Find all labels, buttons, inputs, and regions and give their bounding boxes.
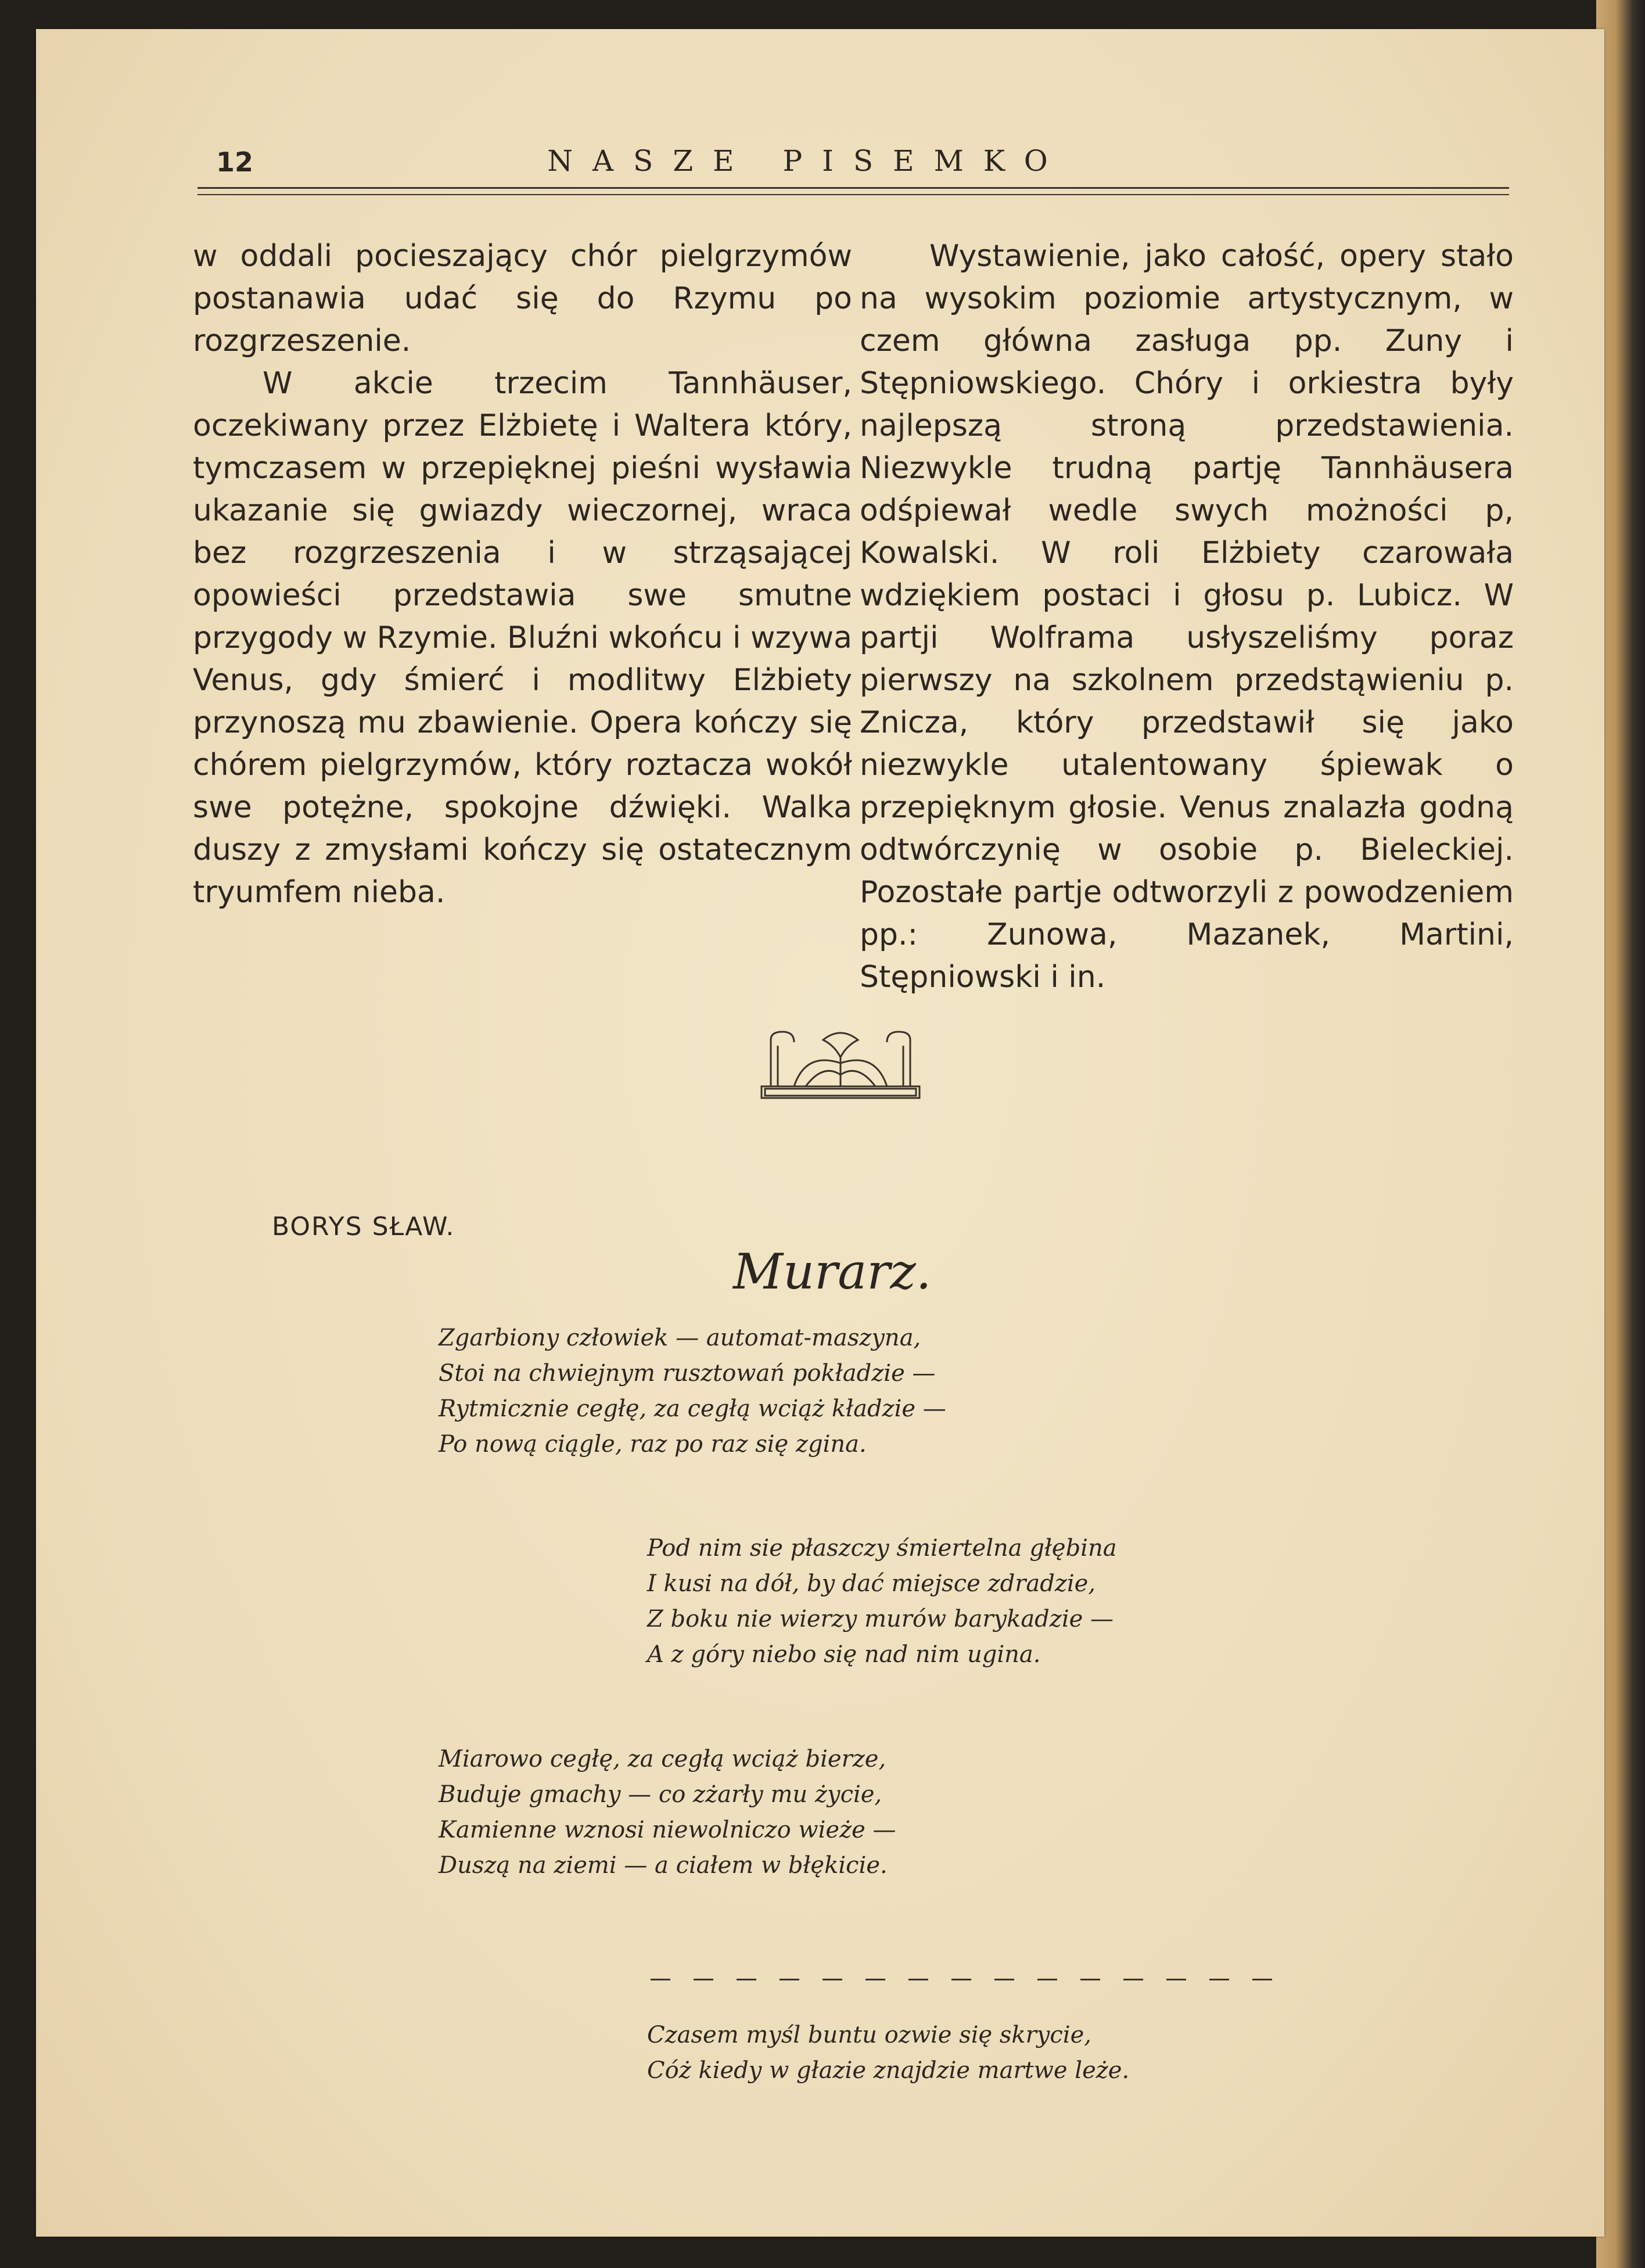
poem-line: Stoi na chwiejnym rusztowań pokładzie — — [439, 1360, 936, 1387]
poem-line: Rytmicznie cegłę, za cegłą wciąż kładzie — — [439, 1395, 946, 1422]
poem-line: Z boku nie wierzy murów barykadzie — — [647, 1606, 1114, 1632]
poem-line: Buduje gmachy — co zżarły mu życie, — [439, 1781, 882, 1808]
poem-stanza — [647, 1531, 1117, 1673]
dashed-separator — [651, 1979, 1278, 1980]
article-paragraph: Wystawienie, jako całość, opery stało na wysokim poziomie artystycznym, w czem główna zasługa pp. Zuny i Stępniowskiego. Chóry i orkiestra były najlepszą stroną przedstawienia. Niezwykle trudną partję Tannhäusera odśpiewał wedle swych możności p, Kowalski. W roli Elżbiety czarowała wdziękiem postaci i głosu p. Lubicz. W partji Wolframa usłyszeliśmy poraz pierwszy na szkolnem przedstąwieniu p. Znicza, który przedstawił się jako niezwykle utalentowany śpiewak o przepięknym głosie. Venus znalazła godną odtwórczynię w osobie p. Bieleckiej. Pozostałe partje odtworzyli z powodzeniem pp.: Zunowa, Mazanek, Martini, Stępniowski i in. — [860, 239, 1514, 995]
article-column-right — [860, 235, 1514, 999]
magazine-page — [36, 29, 1604, 2237]
article-paragraph: w oddali pocieszający chór pielgrzymów postanawia udać się do Rzymu po rozgrzeszenie. — [193, 239, 852, 358]
poem-line: A z góry niebo się nad nim ugina. — [647, 1641, 1041, 1668]
poem-author: BORYS SŁAW. — [272, 1212, 455, 1241]
article-column-left — [193, 235, 852, 914]
poem-line: Miarowo cegłę, za cegłą wciąż bierze, — [439, 1746, 886, 1772]
poem-line: Po nową ciągle, raz po raz się zgina. — [439, 1431, 867, 1458]
poem-line: Pod nim sie płaszczy śmiertelna głębina — [647, 1535, 1117, 1562]
poem-line: Cóż kiedy w głazie znajdzie martwe leże. — [647, 2057, 1130, 2084]
header-rule — [197, 187, 1509, 189]
poem-stanza — [439, 1320, 946, 1462]
page-header — [163, 134, 1475, 186]
poem-line: Kamienne wznosi niewolniczo wieże — — [439, 1817, 896, 1843]
poem-line: Zgarbiony człowiek — automat-maszyna, — [439, 1325, 921, 1351]
poem-stanza — [647, 2018, 1129, 2088]
page-number: 12 — [216, 146, 254, 178]
poem-stanza — [439, 1742, 896, 1883]
running-title: NASZE PISEMKO — [547, 144, 1068, 178]
art-nouveau-ornament-icon — [759, 1028, 922, 1101]
header-rule-thin — [197, 194, 1509, 195]
poem-line: Duszą na ziemi — a ciałem w błękicie. — [439, 1852, 888, 1879]
poem-line: Czasem myśl buntu ozwie się skrycie, — [647, 2022, 1091, 2048]
poem-title: Murarz. — [733, 1243, 932, 1300]
article-paragraph: W akcie trzecim Tannhäuser, oczekiwany przez Elżbietę i Waltera który, tymczasem w przepięknej pieśni wysławia ukazanie się gwiazdy wieczornej, wraca bez rozgrzeszenia i w strząsającej opowieści przedstawia swe smutne przygody w Rzymie. Bluźni wkońcu i wzywa Venus, gdy śmierć i modlitwy Elżbiety przynoszą mu zbawienie. Opera kończy się chórem pielgrzymów, który roztacza wokół swe potężne, spokojne dźwięki. Walka duszy z zmysłami kończy się ostatecznym tryumfem nieba. — [193, 366, 852, 910]
poem-line: I kusi na dół, by dać miejsce zdradzie, — [647, 1570, 1096, 1597]
